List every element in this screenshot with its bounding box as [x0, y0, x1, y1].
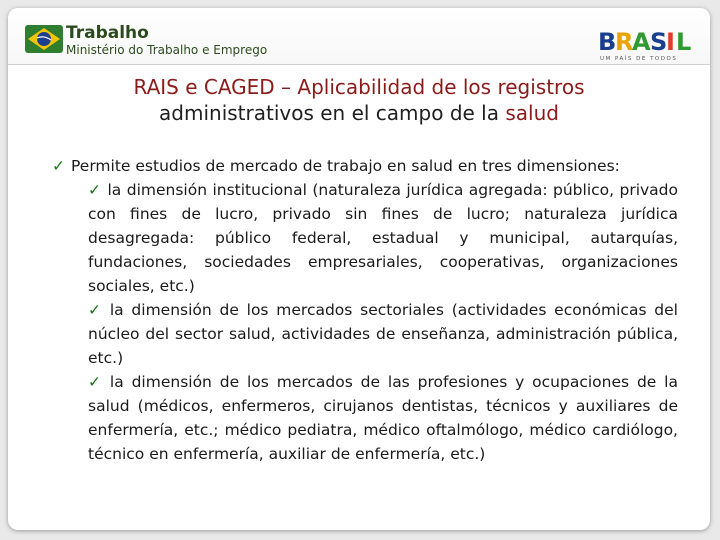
- sub-bullet-text: la dimensión de los mercados de las profesiones y ocupaciones de la salud (médicos, enfermeros, cirujanos dentistas, técnicos y auxiliares de enfermería, etc.; médico pediatra, médico oftalmólogo, médico cardiólogo, técnico en enfermería, auxiliar de enfermería, etc.): [88, 373, 678, 463]
- brasil-logo: [598, 28, 702, 62]
- sub-bullet-institutional: [52, 178, 678, 298]
- svg-text:R: R: [615, 28, 633, 56]
- sub-bullet-text: la dimensión institucional (naturaleza jurídica agregada: público, privado con fines de lucro, privado sin fines de lucro; naturaleza jurídica desagregada: público federal, estadual y municipal, autarquías, fundaciones, sociedades empresariales, cooperativas, organizaciones sociales, etc.): [88, 181, 678, 295]
- bullet-main-text: Permite estudios de mercado de trabajo en salud en tres dimensiones:: [71, 157, 620, 175]
- sub-bullet-sectoral: [52, 298, 678, 370]
- slide-title: [48, 74, 670, 126]
- checkmark-icon: ✓: [88, 301, 104, 319]
- checkmark-icon: ✓: [88, 373, 104, 391]
- ministry-emblem-icon: [24, 22, 64, 56]
- svg-text:A: A: [632, 28, 650, 56]
- org-title: Trabalho: [66, 23, 149, 43]
- title-line-2-text: administrativos en el campo de la: [159, 101, 506, 125]
- bullet-main: [52, 154, 678, 178]
- brasil-logo-tagline: UM PAÍS DE TODOS: [600, 56, 678, 62]
- header-bar: [8, 8, 710, 65]
- title-line-2: [48, 100, 670, 126]
- slide: [8, 8, 710, 530]
- checkmark-icon: ✓: [52, 157, 65, 175]
- svg-text:B: B: [598, 28, 616, 56]
- bullet-list: [52, 154, 678, 466]
- title-line-1: RAIS e CAGED – Aplicabilidad de los registros: [133, 75, 585, 99]
- svg-text:S: S: [650, 28, 667, 56]
- svg-text:L: L: [676, 28, 691, 56]
- checkmark-icon: ✓: [88, 181, 102, 199]
- title-accent-word: salud: [505, 101, 559, 125]
- svg-text:I: I: [666, 28, 674, 56]
- sub-bullet-text: la dimensión de los mercados sectoriales (actividades económicas del núcleo del sector salud, actividades de enseñanza, administración pública, etc.): [88, 301, 678, 367]
- sub-bullet-professions: [52, 370, 678, 466]
- org-subtitle: Ministério do Trabalho e Emprego: [66, 43, 268, 57]
